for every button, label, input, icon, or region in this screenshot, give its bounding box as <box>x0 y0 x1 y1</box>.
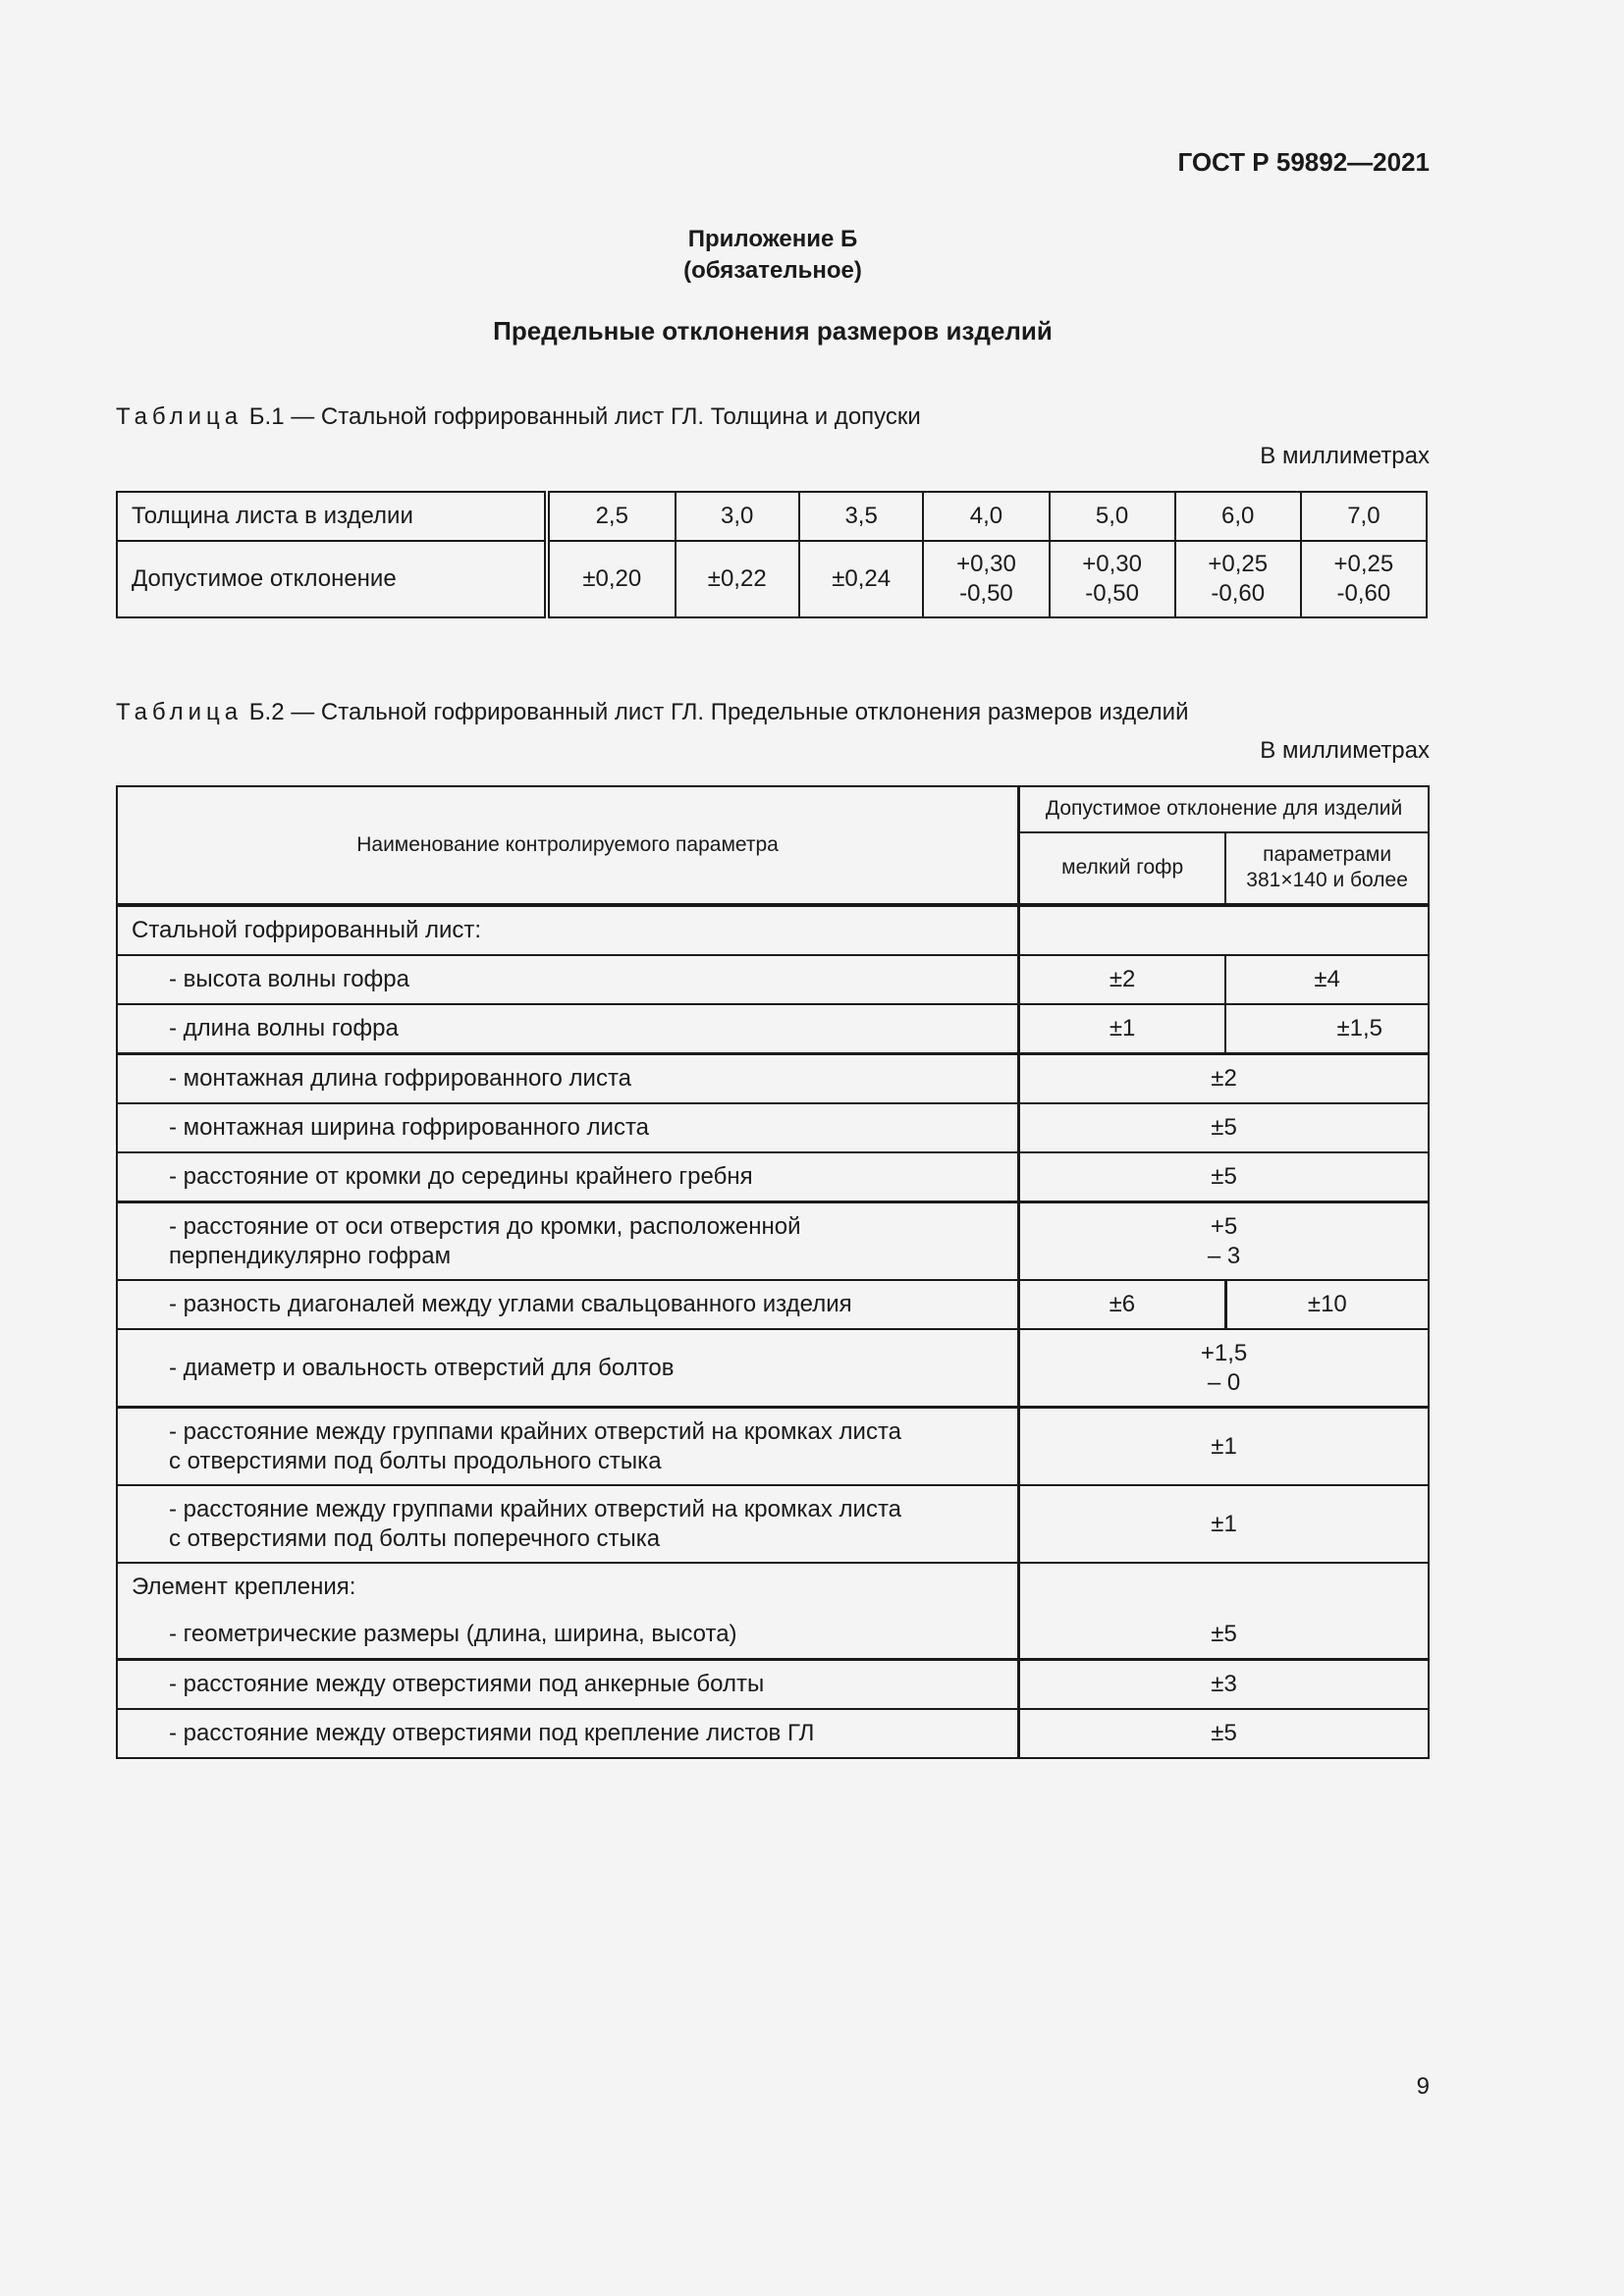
param-name <box>117 1408 1019 1486</box>
value-merged <box>1019 1329 1429 1408</box>
table2-units: В миллиметрах <box>1260 737 1430 764</box>
value-merged: ±5 <box>1019 1152 1429 1202</box>
header-deviation: Допустимое отклонение для изделий <box>1019 786 1429 832</box>
table1-thickness-cell: 7,0 <box>1301 492 1427 541</box>
table-row <box>117 1202 1429 1281</box>
param-name: - длина волны гофра <box>117 1004 1019 1054</box>
param-name: - геометрические размеры (длина, ширина, высота) <box>117 1611 1019 1660</box>
table-row <box>117 1485 1429 1563</box>
value-merged: ±1 <box>1019 1408 1429 1486</box>
value-merged <box>1019 1202 1429 1281</box>
table1-thickness-cell: 5,0 <box>1050 492 1175 541</box>
deviation-lower: -0,60 <box>1211 580 1266 607</box>
header-parameter: Наименование контролируемого параметра <box>117 786 1019 905</box>
empty-cell <box>1019 905 1429 955</box>
table-row <box>117 905 1429 955</box>
table1-caption <box>116 403 921 431</box>
value-upper: +5 <box>1210 1212 1238 1240</box>
table-row <box>117 1709 1429 1758</box>
param-name: - высота волны гофра <box>117 955 1019 1004</box>
table-row <box>117 1329 1429 1408</box>
table1-deviation-cell <box>1050 541 1175 617</box>
table1-thickness-cell: 4,0 <box>923 492 1049 541</box>
deviation-upper: +0,25 <box>1208 551 1269 577</box>
table1-deviation-cell <box>799 541 923 617</box>
table1-deviation-cell <box>547 541 676 617</box>
value-small: ±1 <box>1019 1004 1226 1054</box>
table1-thickness-cell: 2,5 <box>547 492 676 541</box>
table1-deviation-cell <box>1175 541 1301 617</box>
value-lower: – 0 <box>1207 1368 1241 1396</box>
deviation-lower: -0,60 <box>1336 580 1391 607</box>
table1-caption-word: Таблица <box>116 403 244 430</box>
value-large: ±10 <box>1225 1280 1429 1329</box>
param-name: - расстояние от кромки до середины крайнего гребня <box>117 1152 1019 1202</box>
table2-caption-word: Таблица <box>116 699 244 725</box>
table-row <box>117 1408 1429 1486</box>
param-name-line1: - расстояние между группами крайних отверстий на кромках листа <box>169 1495 902 1522</box>
table1-deviation-cell <box>676 541 799 617</box>
param-name-line1: - расстояние от оси отверстия до кромки, расположенной <box>169 1212 801 1240</box>
table-row <box>117 1611 1429 1660</box>
table1-caption-text: Б.1 — Стальной гофрированный лист ГЛ. Толщина и допуски <box>248 403 921 430</box>
value-small: ±6 <box>1019 1280 1226 1329</box>
table-header-row <box>117 786 1429 832</box>
table1 <box>116 491 1428 618</box>
table2 <box>116 785 1430 1759</box>
table-row <box>117 492 1427 541</box>
param-name: - монтажная длина гофрированного листа <box>117 1054 1019 1104</box>
param-name-line1: - расстояние между группами крайних отверстий на кромках листа <box>169 1417 902 1445</box>
table1-deviation-cell <box>923 541 1049 617</box>
value-large: ±4 <box>1225 955 1429 1004</box>
header-large-corrugation <box>1225 832 1429 905</box>
value-large: ±1,5 <box>1225 1004 1429 1054</box>
appendix-heading <box>0 224 1545 287</box>
group-label: Стальной гофрированный лист: <box>117 905 1019 955</box>
value-merged: ±5 <box>1019 1709 1429 1758</box>
deviation-lower: -0,50 <box>1085 580 1139 607</box>
deviation-value: ±0,24 <box>832 565 892 592</box>
table1-units: В миллиметрах <box>1260 443 1430 469</box>
table-row <box>117 1103 1429 1152</box>
section-title: Предельные отклонения размеров изделий <box>493 316 1053 346</box>
table2-caption <box>116 699 1188 726</box>
table1-thickness-cell: 6,0 <box>1175 492 1301 541</box>
table-row <box>117 955 1429 1004</box>
value-merged: ±3 <box>1019 1660 1429 1710</box>
table1-deviation-cell <box>1301 541 1427 617</box>
value-merged: ±5 <box>1019 1611 1429 1660</box>
header-large-line2: 381×140 и более <box>1246 869 1408 892</box>
deviation-upper: +0,30 <box>956 551 1016 577</box>
header-small-corrugation: мелкий гофр <box>1019 832 1226 905</box>
document-code: ГОСТ Р 59892—2021 <box>1177 147 1430 177</box>
param-name: - расстояние между отверстиями под крепление листов ГЛ <box>117 1709 1019 1758</box>
table1-thickness-cell: 3,5 <box>799 492 923 541</box>
value-small: ±2 <box>1019 955 1226 1004</box>
page-number: 9 <box>1416 2073 1430 2100</box>
empty-cell <box>1019 1563 1429 1611</box>
param-name-line2: с отверстиями под болты поперечного стыка <box>169 1524 661 1552</box>
deviation-lower: -0,50 <box>959 580 1013 607</box>
table-row <box>117 1054 1429 1104</box>
value-merged: ±2 <box>1019 1054 1429 1104</box>
table1-thickness-cell: 3,0 <box>676 492 799 541</box>
table-row <box>117 541 1427 617</box>
param-name: - диаметр и овальность отверстий для болтов <box>117 1329 1019 1408</box>
table1-row2-label: Допустимое отклонение <box>117 541 547 617</box>
appendix-title: Приложение Б <box>687 226 858 252</box>
table1-row1-label: Толщина листа в изделии <box>117 492 547 541</box>
param-name <box>117 1202 1019 1281</box>
table-row <box>117 1280 1429 1329</box>
group-label: Элемент крепления: <box>117 1563 1019 1611</box>
value-merged: ±5 <box>1019 1103 1429 1152</box>
param-name: - расстояние между отверстиями под анкерные болты <box>117 1660 1019 1710</box>
param-name-line2: перпендикулярно гофрам <box>169 1242 452 1269</box>
header-large-line1: параметрами <box>1263 843 1392 867</box>
table-row <box>117 1004 1429 1054</box>
deviation-value: ±0,22 <box>707 565 767 592</box>
deviation-value: ±0,20 <box>582 565 642 592</box>
value-lower: – 3 <box>1207 1242 1241 1269</box>
value-upper: +1,5 <box>1200 1339 1248 1366</box>
value-merged: ±1 <box>1019 1485 1429 1563</box>
param-name <box>117 1485 1019 1563</box>
table2-caption-text: Б.2 — Стальной гофрированный лист ГЛ. Предельные отклонения размеров изделий <box>248 699 1189 725</box>
appendix-status: (обязательное) <box>683 257 862 284</box>
table-row <box>117 1152 1429 1202</box>
table-row <box>117 1563 1429 1611</box>
deviation-upper: +0,25 <box>1333 551 1394 577</box>
param-name: - разность диагоналей между углами свальцованного изделия <box>117 1280 1019 1329</box>
deviation-upper: +0,30 <box>1082 551 1142 577</box>
table-row <box>117 1660 1429 1710</box>
param-name-line2: с отверстиями под болты продольного стыка <box>169 1447 662 1474</box>
param-name: - монтажная ширина гофрированного листа <box>117 1103 1019 1152</box>
